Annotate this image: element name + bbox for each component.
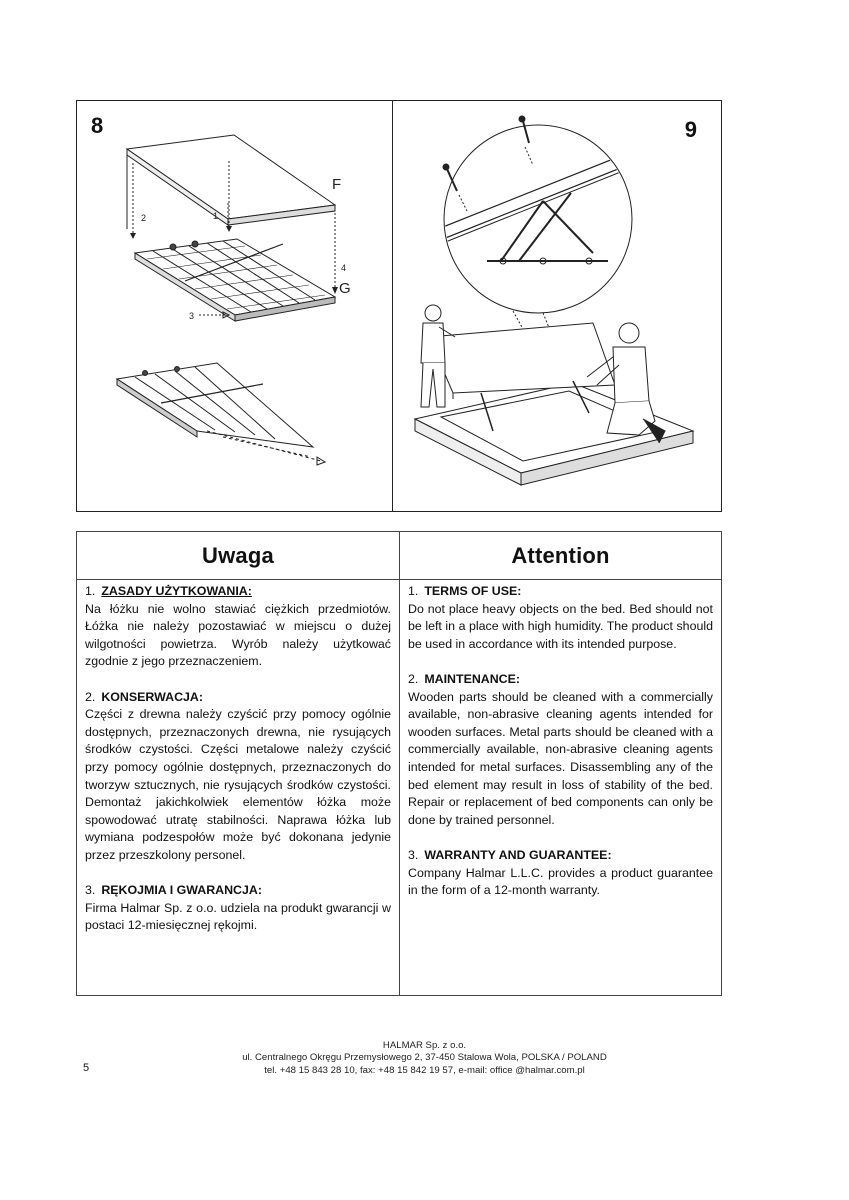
assembly-figures: [76, 100, 722, 512]
step-number-9: 9: [684, 117, 697, 142]
notes-table: [76, 531, 722, 996]
section-number: 1.: [408, 584, 419, 598]
detail-circle: [444, 125, 632, 313]
polish-section-maintenance: [85, 689, 391, 865]
section-heading-text: TERMS OF USE:: [424, 584, 522, 598]
section-heading-text: WARRANTY AND GUARANTEE:: [424, 847, 612, 862]
figure-step-8: [77, 101, 392, 511]
section-heading: [408, 583, 713, 601]
section-heading-text: ZASADY UŻYTKOWANIA:: [101, 584, 252, 598]
section-text: Na łóżku nie wolno stawiać ciężkich przedmiotów. Łóżka nie należy pozostawiać w miejscu o dużej wilgotności powietrza. Wyrób należy użytkować zgodnie z jego przeznaczeniem.: [85, 601, 391, 669]
section-heading: [85, 583, 391, 601]
section-number: 2.: [85, 689, 96, 704]
section-heading-text: RĘKOJMIA I GWARANCJA:: [101, 883, 262, 898]
section-number: 3.: [85, 883, 96, 898]
label-g: G: [339, 280, 351, 297]
section-text: Company Halmar L.L.C. provides a product guarantee in the form of a 12-month warranty.: [408, 865, 713, 898]
english-title: Attention: [511, 543, 610, 568]
section-heading-text: KONSERWACJA:: [101, 689, 204, 704]
lifted-lid: [429, 323, 615, 393]
company-footer: [0, 1040, 849, 1077]
section-text: Części z drewna należy czyścić przy pomocy ogólnie dostępnych, przeznaczonych drewna, nie rysujących środków czystości. Części metalowe należy czyścić przy pomocy ogólnie dostępnych, przeznaczonych do tworzyw sztucznych, nie rysujących środków czystości. Demontaż jakichkolwiek elementów łóżka może spowodować utratę stabilności. Naprawa łóżka lub wymiana podzespołów może być dokonana jedynie przez przeszkolony personel.: [85, 707, 391, 862]
english-body: [400, 579, 721, 900]
section-heading: [85, 882, 391, 900]
section-heading: [408, 847, 713, 865]
polish-section-usage: [85, 583, 391, 671]
section-text: Wooden parts should be cleaned with a commercially available, non-abrasive cleaning agents intended for wooden surfaces. Metal parts should be cleaned with a commercially available, non-abrasive cleaning agents intended for metal surfaces. Disassembling any of the bed element may result in loss of stability of the bed. Repair or replacement of bed components can only be done by trained personnel.: [408, 689, 713, 827]
english-section-warranty: [408, 847, 713, 900]
label-4: 4: [341, 263, 347, 273]
label-3: 3: [189, 311, 195, 321]
section-heading-text: MAINTENANCE:: [424, 671, 521, 686]
english-section-maintenance: [408, 671, 713, 829]
section-number: 2.: [408, 671, 419, 686]
section-text: Do not place heavy objects on the bed. Bed should not be left in a place with high humidity. The product should be used in accordance with its intended purpose.: [408, 601, 713, 651]
label-1: 1: [213, 211, 219, 221]
polish-body: [77, 579, 399, 935]
english-column: [400, 532, 721, 995]
label-f: F: [332, 176, 342, 193]
step-number-8: 8: [91, 113, 104, 138]
section-number: 3.: [408, 847, 419, 862]
section-heading: [408, 671, 713, 689]
gas-lift-illustration: [393, 101, 721, 511]
polish-column: [77, 532, 399, 995]
footer-company: HALMAR Sp. z o.o.: [382, 1040, 467, 1051]
footer-address: ul. Centralnego Okręgu Przemysłowego 2, 37-450 Stalowa Wola, POLSKA / POLAND: [242, 1052, 607, 1064]
bed-base-slats-illustration: [77, 101, 392, 511]
english-section-terms: [408, 583, 713, 653]
page-number: 5: [83, 1062, 90, 1074]
section-text: Firma Halmar Sp. z o.o. udziela na produkt gwarancji w postaci 12-miesięcznej rękojmi.: [85, 900, 391, 933]
footer-contact: tel. +48 15 843 28 10, fax: +48 15 842 19 57, e-mail: office @halmar.com.pl: [264, 1064, 585, 1076]
polish-section-warranty: [85, 882, 391, 935]
label-2: 2: [141, 213, 147, 223]
figure-step-9: [393, 101, 721, 511]
polish-title: Uwaga: [202, 543, 274, 568]
section-heading: [85, 689, 391, 707]
section-number: 1.: [85, 584, 96, 598]
